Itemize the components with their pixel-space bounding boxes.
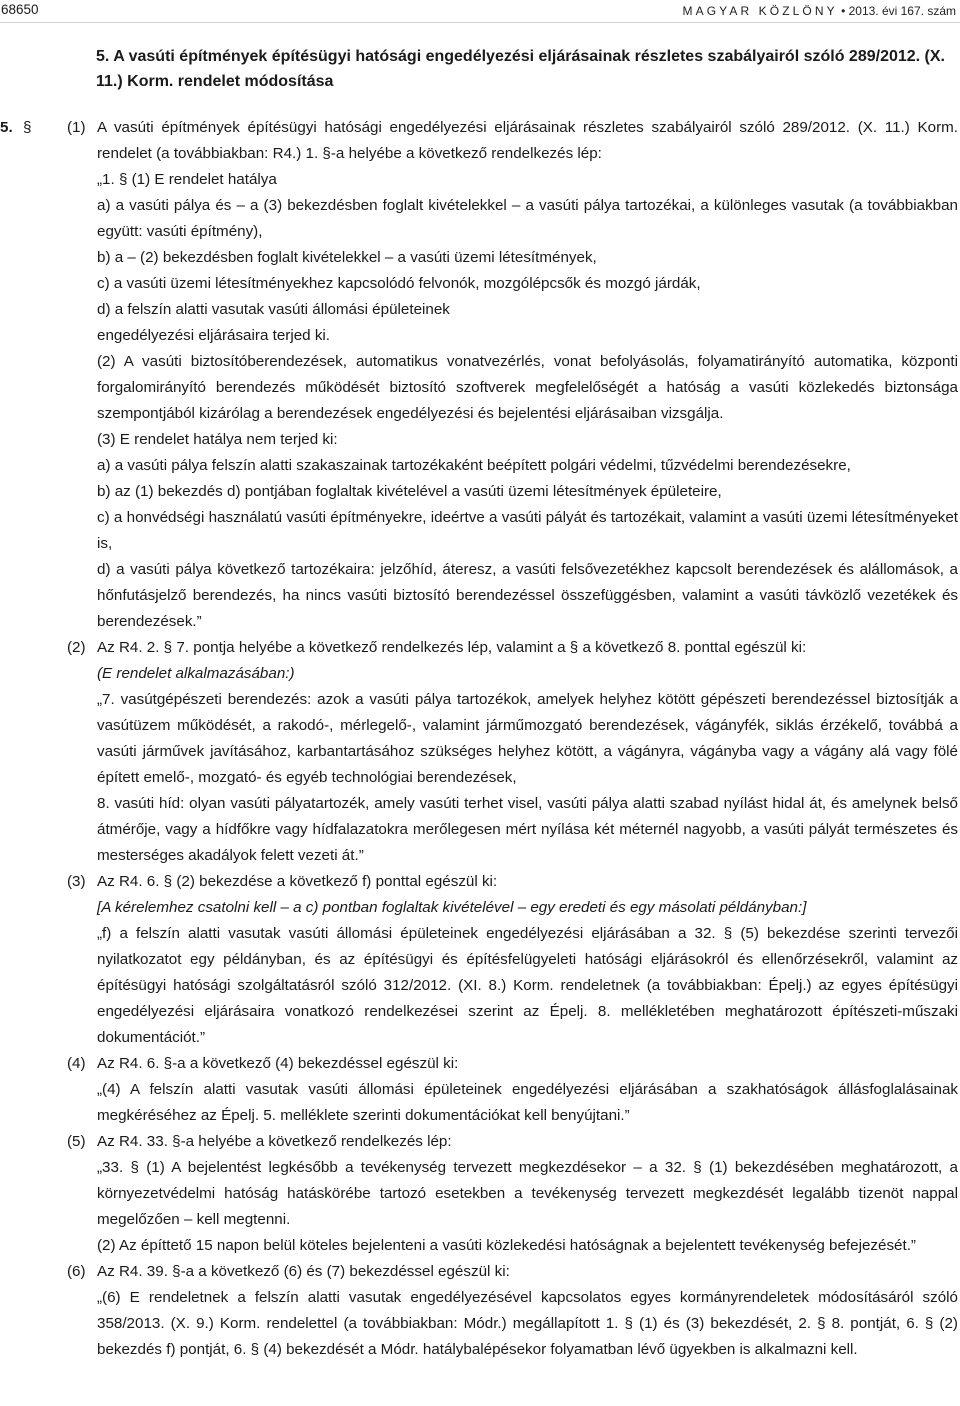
subsection-2 [0, 635, 960, 869]
subsection-label: (1) [67, 119, 86, 136]
paragraph: „(4) A felszín alatti vasutak vasúti állomási épületeinek engedélyezési eljárásában a szakhatóságok állásfoglalásainak megkéréséhez az Épelj. 5. melléklete szerinti dokumentációkat kell benyújtani.” [97, 1081, 958, 1124]
subsection-5 [0, 1129, 960, 1259]
paragraph: b) az (1) bekezdés d) pontjában foglaltak kivételével a vasúti üzemi létesítmények épületeire, [97, 483, 722, 500]
page-header [0, 0, 960, 22]
paragraph: [A kérelemhez csatolni kell – a c) pontban foglaltak kivételével – egy eredeti és egy másolati példányban:] [97, 899, 807, 916]
paragraph: Az R4. 6. §-a a következő (4) bekezdéssel egészül ki: [97, 1055, 459, 1072]
section-title: 5. A vasúti építmények építésügyi hatósági engedélyezési eljárásainak részletes szabályairól szóló 289/2012. (X. 11.) Korm. rendelet módosítása [96, 48, 945, 90]
issue-label: • 2013. évi 167. szám [841, 4, 956, 18]
paragraph: d) a vasúti pálya következő tartozékaira: jelzőhíd, áteresz, a vasúti felsővezetékhez kapcsolt berendezések és alállomások, a hőnfutásjelző berendezés, ha nincs vasúti biztosító berendezéssel összefüggésben, valamint a vasúti távközlő vezetékek és berendezések.” [97, 561, 958, 630]
paragraph: c) a honvédségi használatú vasúti építményekre, ideértve a vasúti pályát és tartozékait, valamint a vasúti üzemi létesítményeket is, [97, 509, 958, 552]
subsection-label: (2) [67, 639, 86, 656]
paragraph: Az R4. 2. § 7. pontja helyébe a következő rendelkezés lép, valamint a § a következő 8. ponttal egészül ki: [97, 639, 807, 656]
paragraph: b) a – (2) bekezdésben foglalt kivételekkel – a vasúti üzemi létesítmények, [97, 249, 597, 266]
paragraph: Az R4. 39. §-a a következő (6) és (7) bekezdéssel egészül ki: [97, 1263, 510, 1280]
paragraph: engedélyezési eljárásaira terjed ki. [97, 327, 331, 344]
header-divider [0, 22, 960, 23]
paragraph: „33. § (1) A bejelentést legkésőbb a tevékenység tervezett megkezdésekor – a 32. § (1) bekezdésében meghatározott, a környezetvédelmi hatóság hatáskörébe tartozó esetekben a tevékenység tervezett megkezdését legalább tizenöt nappal megelőzően – kell megtenni. [97, 1159, 958, 1228]
paragraph: (2) A vasúti biztosítóberendezések, automatikus vonatvezérlés, vonat befolyásolás, folyamatirányító automatika, központi forgalomirányító berendezés működését biztosító szoftverek megfelelőségét a hatóság a vasúti közlekedés biztonsága szempontjából kizárólag a berendezések engedélyezési és bejelentési eljárásaiban vizsgálja. [97, 353, 958, 422]
subsection-label: (5) [67, 1133, 86, 1150]
subsection-label: (3) [67, 873, 86, 890]
subsection-1 [0, 115, 960, 635]
document-body [0, 115, 960, 1363]
journal-name: MAGYAR KÖZLÖNY [682, 4, 838, 18]
paragraph: (E rendelet alkalmazásában:) [97, 665, 295, 682]
paragraph: a) a vasúti pálya felszín alatti szakaszainak tartozékaként beépített polgári védelmi, tűzvédelmi berendezésekre, [97, 457, 851, 474]
paragraph: (2) Az építtető 15 napon belül köteles bejelenteni a vasúti közlekedési hatóságnak a bejelentett tevékenység befejezését.” [97, 1237, 916, 1254]
subsection-label: (4) [67, 1055, 86, 1072]
paragraph: Az R4. 33. §-a helyébe a következő rendelkezés lép: [97, 1133, 452, 1150]
paragraph: c) a vasúti üzemi létesítményekhez kapcsolódó felvonók, mozgólépcsők és mozgó járdák, [97, 275, 701, 292]
paragraph: d) a felszín alatti vasutak vasúti állomási épületeinek [97, 301, 450, 318]
paragraph: Az R4. 6. § (2) bekezdése a következő f) ponttal egészül ki: [97, 873, 498, 890]
subsection-4 [0, 1051, 960, 1129]
paragraph: „7. vasútgépészeti berendezés: azok a vasúti pálya tartozékok, amelyek helyhez kötött gépészeti berendezéssel biztosítják a vasútüzem működését, a rakodó-, mérlegelő-, valamint járműmozgató berendezések, vágányfék, siklás érzékelő, továbbá a vasúti járművek javításához, karbantartásához szükséges helyhez kötött, a vágányra, vágányba vagy a vágány alá vagy fölé épített emelő-, mozgató- és egyéb technológiai berendezések, [97, 691, 958, 786]
page-number: 68650 [1, 2, 39, 17]
section-sign: § [23, 119, 32, 136]
paragraph: (3) E rendelet hatálya nem terjed ki: [97, 431, 338, 448]
paragraph: A vasúti építmények építésügyi hatósági engedélyezési eljárásainak részletes szabályairól szóló 289/2012. (X. 11.) Korm. rendelet (a továbbiakban: R4.) 1. §-a helyébe a következő rendelkezés lép: [97, 119, 958, 162]
paragraph: „f) a felszín alatti vasutak vasúti állomási épületeinek engedélyezési eljárásában a 32. § (5) bekezdése szerinti tervezői nyilatkozatot egy példányban, és az építésügyi és építésfelügyeleti hatósági eljárásokról és ellenőrzésekről, valamint az építésügyi hatósági szolgáltatásról szóló 312/2012. (XI. 8.) Korm. rendeletnek (a továbbiakban: Épelj.) az egyes építésügyi engedélyezési eljárásaira vonatkozó rendelkezései szerint az Épelj. 8. mellékletében meghatározott építészeti-műszaki dokumentációt.” [97, 925, 958, 1046]
section-number: 5. [0, 119, 13, 136]
paragraph: 8. vasúti híd: olyan vasúti pályatartozék, amely vasúti terhet visel, vasúti pálya alatti szabad nyílást hidal át, és amelynek belső átmérője, vagy a hídfőkre vagy hídfalazatokra merőlegesen mért nyílása két méternél nagyobb, a vasúti pályát természetes és mesterséges akadályok felett vezeti át.” [97, 795, 958, 864]
subsection-6 [0, 1259, 960, 1363]
journal-header [683, 2, 956, 20]
paragraph: a) a vasúti pálya és – a (3) bekezdésben foglalt kivételekkel – a vasúti pálya tartozékai, a különleges vasutak (a továbbiakban együtt: vasúti építmény), [97, 197, 958, 240]
paragraph: „1. § (1) E rendelet hatálya [97, 171, 277, 188]
paragraph: „(6) E rendeletnek a felszín alatti vasutak engedélyezésével kapcsolatos egyes kormányrendeletek módosításáról szóló 358/2013. (X. 9.) Korm. rendelettel (a továbbiakban: Módr.) megállapított 1. § (1) és (3) bekezdését, 2. § 8. pontját, 6. § (2) bekezdés f) pontját, 6. § (4) bekezdését a Módr. hatálybalépésekor folyamatban lévő ügyekben is alkalmazni kell. [97, 1289, 958, 1358]
subsection-3 [0, 869, 960, 1051]
subsection-label: (6) [67, 1263, 86, 1280]
